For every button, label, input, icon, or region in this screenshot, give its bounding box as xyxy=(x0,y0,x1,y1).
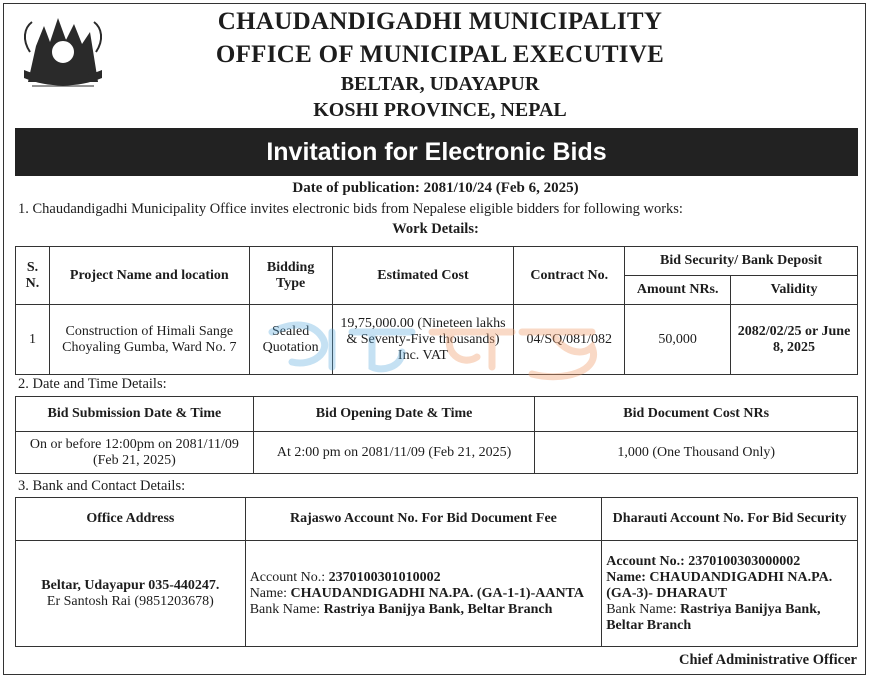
header-project: Project Name and location xyxy=(49,247,249,305)
work-details-table xyxy=(15,246,858,375)
rajaswo-account-label: Account No.: xyxy=(249,569,329,585)
dharauti-bank-label: Bank Name: xyxy=(606,601,681,617)
bank-contact-table xyxy=(15,497,858,647)
header-validity: Validity xyxy=(731,276,858,305)
cell-doc-cost: 1,000 (One Thousand Only) xyxy=(535,432,858,474)
rajaswo-bank-value: Rastriya Banijya Bank, Beltar Branch xyxy=(323,601,553,617)
municipality-name: CHAUDANDIGADHI MUNICIPALITY xyxy=(217,8,663,35)
header-doc-cost: Bid Document Cost NRs xyxy=(535,397,858,432)
table-row xyxy=(16,541,858,647)
dharauti-bank-value: Rastriya Banijya Bank, Beltar Branch xyxy=(606,601,821,633)
publication-date: Date of publication: 2081/10/24 (Feb 6, 2025) xyxy=(292,180,579,196)
header-office-address: Office Address xyxy=(16,498,246,541)
cell-bidding-type: Sealed Quotation xyxy=(249,305,332,375)
cell-estimated-cost: 19,75,000.00 (Nineteen lakhs & Seventy-Five thousands) Inc. VAT xyxy=(332,305,514,375)
cell-rajaswo xyxy=(245,541,602,647)
header-dharauti: Dharauti Account No. For Bid Security xyxy=(602,498,858,541)
table-row xyxy=(16,432,858,474)
province-name: KOSHI PROVINCE, NEPAL xyxy=(313,99,567,121)
header-rajaswo: Rajaswo Account No. For Bid Document Fee xyxy=(245,498,602,541)
section-date-time-title: 2. Date and Time Details: xyxy=(18,376,167,392)
signature-title: Chief Administrative Officer xyxy=(679,652,857,668)
table-row xyxy=(16,305,858,375)
header-bidding-type: Bidding Type xyxy=(249,247,332,305)
date-time-table xyxy=(15,396,858,474)
notice-title-banner: Invitation for Electronic Bids xyxy=(15,128,858,176)
cell-dharauti xyxy=(602,541,858,647)
section-bank-title: 3. Bank and Contact Details: xyxy=(18,478,186,494)
dharauti-account-value: 2370100303000002 xyxy=(688,553,801,569)
dharauti-name-value: CHAUDANDIGADHI NA.PA.(GA-3)- DHARAUT xyxy=(606,569,833,601)
header-submission: Bid Submission Date & Time xyxy=(16,397,254,432)
rajaswo-bank-label: Bank Name: xyxy=(249,601,324,617)
cell-amount: 50,000 xyxy=(625,305,731,375)
header-opening: Bid Opening Date & Time xyxy=(253,397,535,432)
cell-contract-no: 04/SQ/081/082 xyxy=(514,305,625,375)
cell-project: Construction of Himali Sange Choyaling Gumba, Ward No. 7 xyxy=(49,305,249,375)
header-sn: S. N. xyxy=(16,247,50,305)
work-details-title: Work Details: xyxy=(392,221,479,237)
office-location: BELTAR, UDAYAPUR xyxy=(340,73,540,95)
intro-text: 1. Chaudandigadhi Municipality Office invites electronic bids from Nepalese eligible bidders for following works: xyxy=(18,201,683,217)
cell-office-address xyxy=(16,541,246,647)
cell-validity: 2082/02/25 or June 8, 2025 xyxy=(731,305,858,375)
office-contact: Er Santosh Rai (9851203678) xyxy=(46,593,214,609)
cell-opening: At 2:00 pm on 2081/11/09 (Feb 21, 2025) xyxy=(253,432,535,474)
rajaswo-name-label: Name: xyxy=(249,585,291,601)
dharauti-name-label: Name: xyxy=(606,569,650,585)
cell-submission: On or before 12:00pm on 2081/11/09 (Feb 21, 2025) xyxy=(16,432,254,474)
rajaswo-account-value: 2370100301010002 xyxy=(328,569,441,585)
header-estimated-cost: Estimated Cost xyxy=(332,247,514,305)
cell-sn: 1 xyxy=(16,305,50,375)
header-contract-no: Contract No. xyxy=(514,247,625,305)
header-amount: Amount NRs. xyxy=(625,276,731,305)
rajaswo-name-value: CHAUDANDIGADHI NA.PA. (GA-1-1)-AANTA xyxy=(290,585,584,601)
header-bid-security: Bid Security/ Bank Deposit xyxy=(625,247,858,276)
office-name: OFFICE OF MUNICIPAL EXECUTIVE xyxy=(215,41,665,68)
municipality-logo-icon xyxy=(18,12,108,92)
dharauti-account-label: Account No.: xyxy=(606,553,689,569)
office-address: Beltar, Udayapur 035-440247. xyxy=(41,577,220,593)
